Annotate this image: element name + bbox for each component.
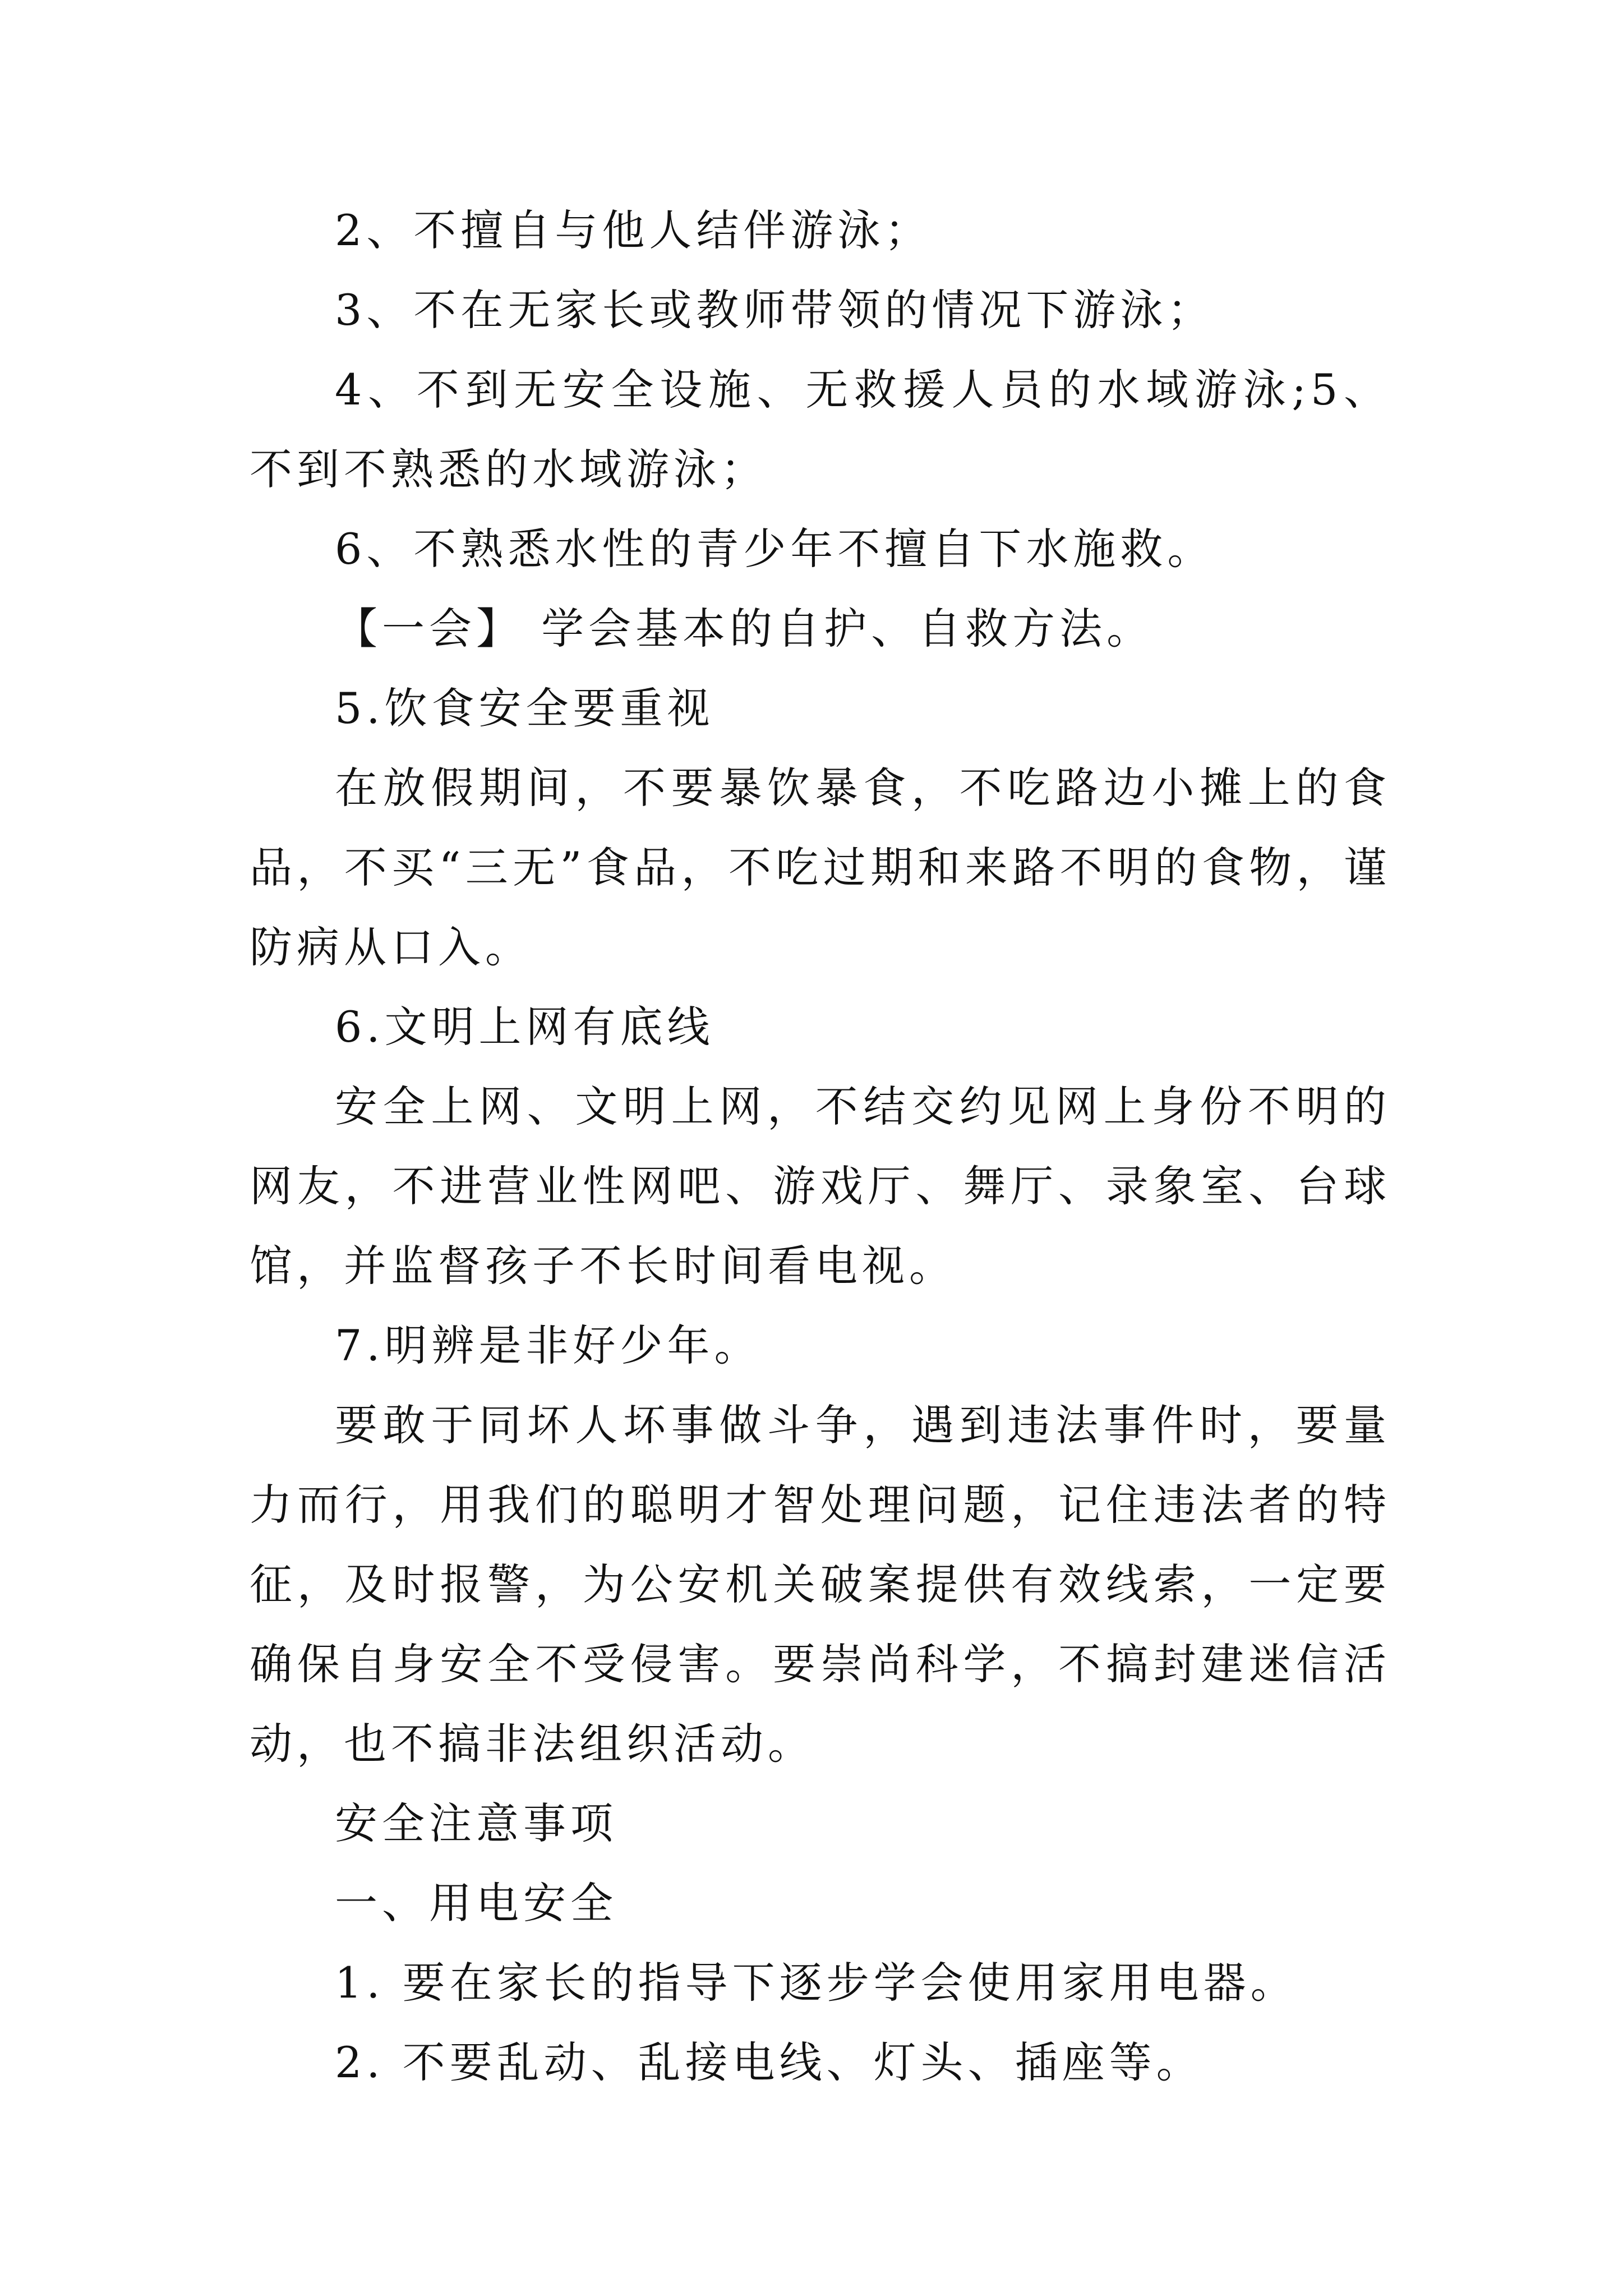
paragraph-swim-rule-4-5: 4、不到无安全设施、无救援人员的水域游泳;5、不到不熟悉的水域游泳； [250, 365, 1391, 494]
paragraph-swim-rule-2: 2、不擅自与他人结伴游泳； [335, 205, 932, 255]
heading-electric-safety: 一、用电安全 [335, 1878, 617, 1928]
paragraph-electric-2: 2. 不要乱动、乱接电线、灯头、插座等。 [335, 2037, 1204, 2087]
paragraph-swim-rule-3: 3、不在无家长或教师带领的情况下游泳； [335, 285, 1215, 335]
paragraph-food-safety: 在放假期间，不要暴饮暴食，不吃路边小摊上的食品，不买“三无”食品，不吃过期和来路不明的食物，谨防病从口入。 [250, 763, 1391, 972]
paragraph-electric-1: 1. 要在家长的指导下逐步学会使用家用电器。 [335, 1958, 1298, 2008]
document-body [250, 191, 1391, 2102]
heading-right-wrong: 7.明辨是非好少年。 [335, 1320, 762, 1370]
paragraph-yihui: 【一会】 学会基本的自护、自救方法。 [335, 604, 1154, 654]
heading-food-safety: 5.饮食安全要重视 [335, 683, 714, 733]
paragraph-internet: 安全上网、文明上网，不结交约见网上身份不明的网友，不进营业性网吧、游戏厅、舞厅、录象室、台球馆，并监督孩子不长时间看电视。 [250, 1082, 1391, 1291]
paragraph-swim-rule-6: 6、不熟悉水性的青少年不擅自下水施救。 [335, 524, 1215, 574]
heading-safety-notes: 安全注意事项 [335, 1798, 617, 1848]
heading-internet: 6.文明上网有底线 [335, 1002, 714, 1052]
paragraph-right-wrong: 要敢于同坏人坏事做斗争，遇到违法事件时，要量力而行，用我们的聪明才智处理问题，记住违法者的特征，及时报警，为公安机关破案提供有效线索，一定要确保自身安全不受侵害。要崇尚科学，不搞封建迷信活动，也不搞非法组织活动。 [250, 1400, 1391, 1769]
